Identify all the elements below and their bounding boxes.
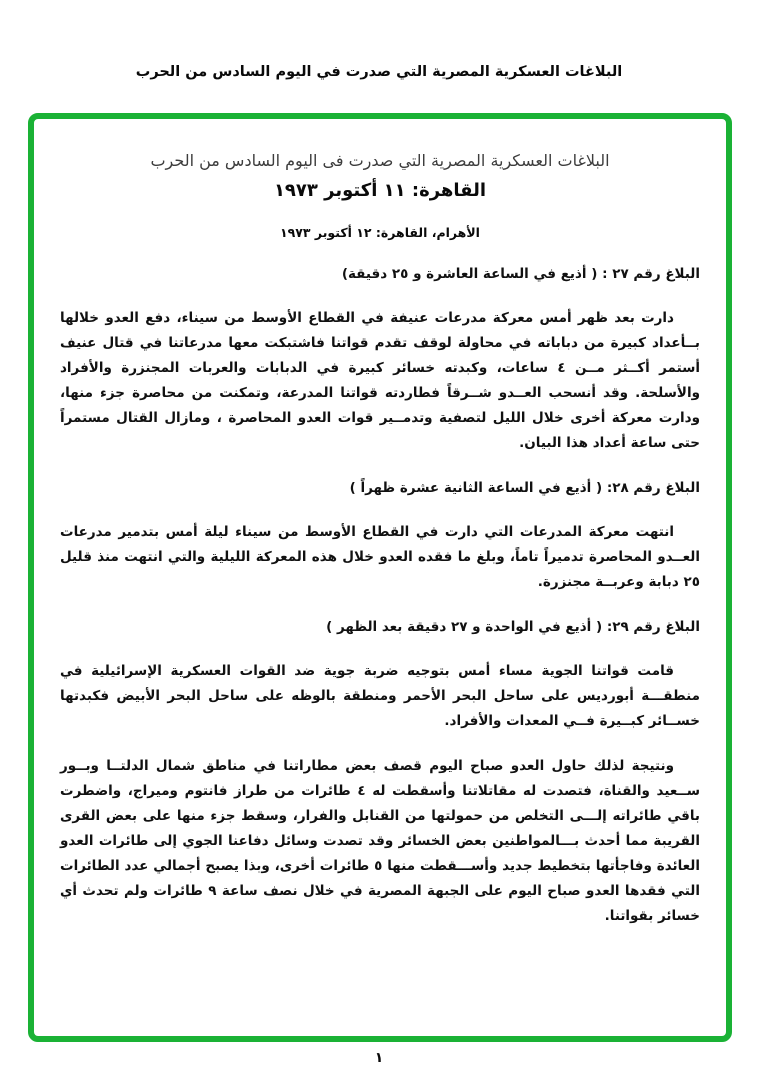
document-body (34, 119, 726, 929)
communique-28-heading: البلاغ رقم ٢٨: ( أذيع في الساعة الثانية عشرة ظهراً ) (349, 480, 700, 496)
communique-27-heading: البلاغ رقم ٢٧ : ( أذيع في الساعة العاشرة و ٢٥ دقيقة) (341, 266, 700, 282)
page-header-title: البلاغات العسكرية المصرية التي صدرت في اليوم السادس من الحرب (135, 64, 623, 80)
document-source-line: الأهرام، القاهرة: ١٢ أكتوبر ١٩٧٣ (280, 225, 480, 240)
communique-28-paragraph: انتهت معركة المدرعات التي دارت في القطاع الأوسط من سيناء ليلة أمس بتدمير مدرعات العــدو المحاصرة تدميراً تاماً، وبلغ ما فقده العدو خلال هذه المعركة الليلية والتي انتهت منذ قليل ٢٥ دبابة وعربــة مجنزرة. (60, 524, 700, 590)
communique-29-heading: البلاغ رقم ٢٩: ( أذيع في الواحدة و ٢٧ دقيقة بعد الظهر ) (326, 619, 700, 635)
page-number: ١ (374, 1050, 384, 1066)
document-border-box (28, 113, 732, 1042)
document-title: البلاغات العسكرية المصرية التي صدرت فى اليوم السادس من الحرب (150, 151, 610, 170)
document-dateline: القاهرة: ١١ أكتوبر ١٩٧٣ (273, 180, 487, 201)
communique-29-paragraph-2: ونتيجة لذلك حاول العدو صباح اليوم قصف بعض مطاراتنا في مناطق شمال الدلتــا وبــور ســعيد والقناة، فتصدت له مقاتلاتنا وأسقطت له ٤ طائرات من طراز فانتوم وميراج، واضطرت باقي طائراته إلـــى التخلص من حمولتها من القنابل والفرار، وسقط جزء منها على بعض القرى القريبة مما أحدث بـــالمواطنين بعض الخسائر وقد تصدت وسائل دفاعنا الجوي إلى طائرات العدو العائدة وفاجأتها بتخطيط جديد وأســـقطت منها ٥ طائرات أخرى، وبذا يصبح أجمالي عدد الطائرات التي فقدها العدو صباح اليوم على الجبهة المصرية في خلال نصف ساعة ٩ طائرات ولم تحدث أي خسائر بقواتنا. (60, 758, 700, 924)
communique-29-paragraph-1: قامت قواتنا الجوية مساء أمس بتوجيه ضربة جوية ضد القوات العسكرية الإسرائيلية في منطقـــة أبورديس على ساحل البحر الأحمر ومنطقة بالوظه على ساحل البحر الأبيض فكبدتها خســائر كبــيرة فــي المعدات والأفراد. (60, 663, 700, 729)
communique-27-paragraph: دارت بعد ظهر أمس معركة مدرعات عنيفة في القطاع الأوسط من سيناء، دفع العدو خلالها بــأعداد كبيرة من دباباته في محاولة لوقف تقدم قواتنا فاشتبكت معها مدرعاتنا في قتال عنيف أستمر أكــثر مــن ٤ ساعات، وكبدته خسائر كبيرة في الدبابات والعربات المجنزرة والأفراد والأسلحة. وقد أنسحب العــدو شــرقاً فطاردته قواتنا المدرعة، وتمكنت من محاصرة جزء منها، ودارت معركة أخرى خلال الليل لتصفية وتدمــير قوات العدو المحاصرة ، ومازال القتال مستمراً حتى ساعة أعداد هذا البيان. (60, 310, 700, 451)
